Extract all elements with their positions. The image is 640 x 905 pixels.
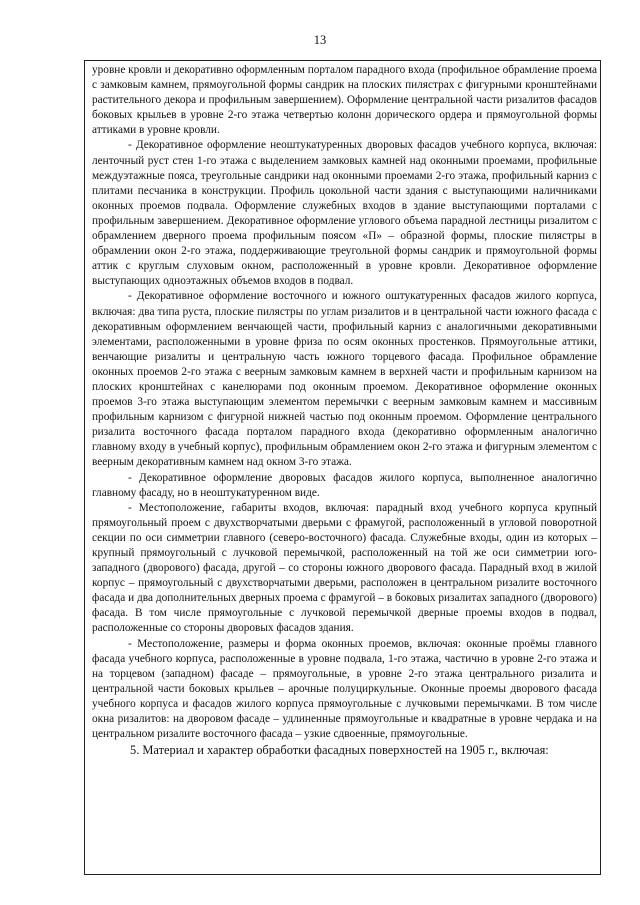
paragraph-entrances: - Местоположение, габариты входов, включая: парадный вход учебного корпуса крупный прямоугольный проем с двухстворчатыми дверьми с фрамугой, расположенный в угловой поворотной секции по оси симметрии главного (северо-восточного) фасада. Служебные входы, один из которых – крупный прямоугольный с лучковой перемычкой, расположенный на той же оси симметрии юго-западного (дворового) фасада, другой – со стороны южного дворового фасада. Парадный вход в жилой корпус – прямоугольный с двухстворчатыми дверьми, расположен в центральном ризалите восточного фасада и два дополнительных дверных проема с фрамугой – в боковых ризалитах западного (дворового) фасада. В том числе прямоугольные с лучковой перемычкой дверные проемы входов в подвал, расположенные со стороны дворовых фасадов здания. <box>92 501 597 635</box>
document-body <box>92 63 597 758</box>
paragraph-residential-courtyard: - Декоративное оформление дворовых фасадов жилого корпуса, выполненное аналогично главному фасаду, но в неоштукатуренном виде. <box>92 471 597 499</box>
paragraph-facade-continuation: уровне кровли и декоративно оформленным порталом парадного входа (профильное обрамление проема с замковым камнем, прямоугольной формы сандрик на плоских пилястрах с фигурными кронштейнами растительного декора и профильным завершением). Оформление центральной части ризалитов фасадов боковых крыльев в уровне 2-го этажа четвертью колонн дорического ордера и прямоугольной формы аттиками в уровне кровли. <box>92 64 597 137</box>
page-number: 13 <box>313 33 327 47</box>
paragraph-window-openings: - Местоположение, размеры и форма оконных проемов, включая: оконные проёмы главного фасада учебного корпуса, расположенные в уровне подвала, 1-го этажа, частично в уровне 2-го этажа и на торцевом (западном) фасаде – прямоугольные, в уровне 2-го этажа центрального ризалита и центральной части боковых крыльев – арочные полуциркульные. Оконные проемы дворового фасада учебного корпуса и фасадов жилого корпуса прямоугольные с лучковыми перемычками. В том числе окна ризалитов: на дворовом фасаде – удлиненные прямоугольные и квадратные в уровне чердака и на центральном ризалите восточного фасада – узкие сдвоенные, прямоугольные. <box>92 637 597 741</box>
paragraph-courtyard-facades-academic: - Декоративное оформление неоштукатуренных дворовых фасадов учебного корпуса, включая: ленточный руст стен 1-го этажа с выделением замковых камней над оконными проемами, профильные междуэтажные пояса, треугольные сандрики над оконными проемами 2-го этажа, профильный карниз с плитами песчаника в конструкции. Профиль цокольной части здания с выступающими наличниками оконных проемов подвала. Оформление служебных входов в здание выступающими порталами с профильным завершением. Декоративное оформление углового объема парадной лестницы ризалитом с обрамлением дверного проема профильным поясом «П» – образной формы, плоские пилястры в обрамлении окон 2-го этажа, поддерживающие треугольной формы сандрик и прямоугольной формы аттик с круглым слуховым окном, расположенный в уровне кровли. Декоративное оформление выступающих одноэтажных объемов входов в подвал. <box>92 139 597 288</box>
paragraph-item-5: 5. Материал и характер обработки фасадных поверхностей на 1905 г., включая: <box>130 743 549 758</box>
paragraph-residential-facades: - Декоративное оформление восточного и южного оштукатуренных фасадов жилого корпуса, включая: два типа руста, плоские пилястры по углам ризалитов и в центральной части южного фасада с декоративным оформлением венчающей части, профильный карниз с аналогичными декоративными элементами, расположенными в уровне фриза по осям оконных простенков. Прямоугольные аттики, венчающие ризалиты и центральную часть южного торцевого фасада. Профильное обрамление оконных проемов 2-го этажа с веерным замковым камнем в верхней части и профильным карнизом на плоских кронштейнах с канелюрами под оконным проемом. Декоративное оформление оконных проемов 3-го этажа выступающим элементом перемычки с веерным замковым камнем и массивным профильным карнизом с фигурной нижней частью под оконным проемом. Оформление центрального ризалита восточного фасада порталом парадного входа (декоративно оформленным аналогично главному входу в учебный корпус), профильным обрамлением окон 2-го этажа и фигурным элементом с веерным декоративным камнем над окном 3-го этажа. <box>92 290 597 469</box>
